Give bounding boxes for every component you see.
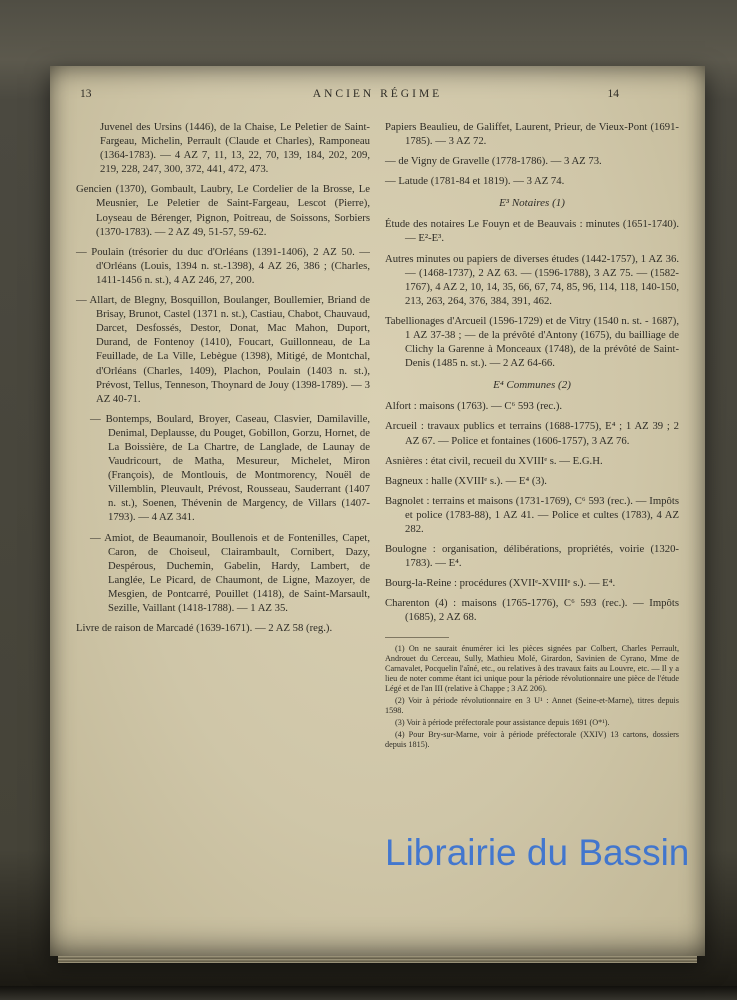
entry: Bagnolet : terrains et maisons (1731-1769), C⁶ 593 (rec.). — Impôts et police (1783-88), 1 AZ 41. — Police et cultes (1783), 4 AZ 282. [385, 494, 679, 535]
entry: Gencien (1370), Gombault, Laubry, Le Cordelier de la Brosse, Le Meusnier, Le Peletier de Saint-Fargeau, Lescot (Pierre), Loyseau de Bérenger, Pignon, Poitreau, de Soissons, Sorbiers (1370-1783). — 2 AZ 49, 51-57, 59-62. [76, 183, 370, 238]
entry: — Poulain (trésorier du duc d'Orléans (1391-1406), 2 AZ 50. — d'Orléans (Louis, 1394 n. st.-1398), 4 AZ 26, 386 ; (Charles, 1411-1456 n. st.), 4 AZ 246, 27, 200. [76, 245, 370, 286]
left-column [76, 120, 370, 752]
entry: Papiers Beaulieu, de Galiffet, Laurent, Prieur, de Vieux-Pont (1691-1785). — 3 AZ 72. [385, 121, 679, 148]
entry: Autres minutes ou papiers de diverses études (1442-1757), 1 AZ 36. — (1468-1737), 2 AZ 63. — (1596-1788), 3 AZ 75. — (1582-1767), 4 AZ 2, 10, 14, 35, 66, 67, 74, 85, 96, 114, 118, 140-150, 213, 263, 264, 376, 384, 391, 462. [385, 252, 679, 307]
entry: Étude des notaires Le Fouyn et de Beauvais : minutes (1651-1740). — E²-E³. [385, 218, 679, 245]
page-title: ANCIEN RÉGIME [312, 88, 443, 100]
entry: — Latude (1781-84 et 1819). — 3 AZ 74. [385, 175, 565, 188]
section-heading-notaires: E³ Notaires (1) [499, 197, 565, 210]
entry-continuation: Juvenel des Ursins (1446), de la Chaise, Le Peletier de Saint-Fargeau, Michelin, Perrault (Claude et Charles), Ramponeau (1364-1783). — 4 AZ 7, 11, 13, 22, 70, 139, 184, 202, 209, 219, 228, 247, 300, 372, 441, 472, 473. [100, 121, 370, 176]
text-columns [76, 120, 679, 752]
footnote: (2) Voir à période révolutionnaire en 3 U¹ : Annet (Seine-et-Marne), titres depuis 1598. [385, 696, 679, 716]
page-header [76, 88, 679, 104]
entry: Livre de raison de Marcadé (1639-1671). — 2 AZ 58 (reg.). [76, 622, 333, 635]
right-column [385, 120, 679, 752]
entry: Asnières : état civil, recueil du XVIIIᵉ s. — E.G.H. [385, 454, 603, 467]
entry: Charenton (4) : maisons (1765-1776), C⁶ 593 (rec.). — Impôts (1685), 2 AZ 68. [385, 597, 679, 624]
entry: — de Vigny de Gravelle (1778-1786). — 3 AZ 73. [385, 155, 602, 168]
entry: Arcueil : travaux publics et terrains (1688-1775), E⁴ ; 1 AZ 39 ; 2 AZ 67. — Police et fontaines (1606-1757), 3 AZ 76. [385, 420, 679, 447]
entry: Bagneux : halle (XVIIIᵉ s.). — E⁴ (3). [385, 474, 547, 487]
book-page [50, 66, 705, 956]
book-page-edges [58, 956, 697, 963]
entry: — Allart, de Blegny, Bosquillon, Boulanger, Boullemier, Briand de Brisay, Brunot, Castel (1371 n. st.), Castiau, Chabot, Chauvaud, Darcet, Desfossés, Destor, Donat, Mac Mahon, Duport, Durand, de Fontenoy (1410), Foucart, Guillonneau, de La Feuillade, de La Ville, Lebègue (1398), Mitigé, de Montchal, d'Orléans (Charles, 1409), Plachon, Poulain (1403 n. st.), Prévost, Tellus, Tenneson, Thoynard de Jouy (1398-1789). — 3 AZ 40-71. [76, 294, 370, 405]
entry: Alfort : maisons (1763). — C⁶ 593 (rec.). [385, 400, 563, 413]
footnote: (4) Pour Bry-sur-Marne, voir à période préfectorale (XXIV) 13 cartons, dossiers depuis 1815). [385, 730, 679, 750]
entry: — Bontemps, Boulard, Broyer, Caseau, Clasvier, Damilaville, Denimal, Deplausse, du Pouget, Gobillon, Gorzu, Hornet, de La Boissière, de La Chartre, de Langlade, de Launay de Vaudricourt, de Matha, Mesureur, Michelet, Miron (François), de Montlouis, de Montmorency, Nouël de Villemblin, Pleuvault, Prévost, Rousseau, Sauderrant (1407 n. st.), Soenen, Thévenin de Margency, de Villars (1407-1793). — 4 AZ 341. [90, 412, 370, 524]
watermark: Librairie du Bassin [385, 832, 690, 873]
page-number-left: 13 [80, 88, 92, 100]
footnote: (3) Voir à période préfectorale pour assistance depuis 1691 (O*¹). [395, 718, 610, 728]
entry: Boulogne : organisation, délibérations, propriétés, voirie (1320-1783). — E⁴. [385, 543, 679, 570]
entry: Tabellionages d'Arcueil (1596-1729) et de Vitry (1540 n. st. - 1687), 1 AZ 37-38 ; — de la prévôté d'Antony (1675), du bailliage de Clichy la Garenne à Monceaux (1748), de la prévôté de Saint-Denis (1485 n. st.). — 2 AZ 64-66. [385, 314, 679, 370]
entry: — Amiot, de Beaumanoir, Boullenois et de Fontenilles, Capet, Caron, de Choiseul, Clairambault, Cornibert, Dazy, Despérous, Duchemin, Gabelin, Hardy, Lambert, de Langlée, Le Picard, de Chaumont, de Ligne, Mazoyer, de Mesgien, de Pontcarré, Pouillet (1418), de Saint-Marsault, Sezille, Vaillant (1418-1788). — 1 AZ 35. [90, 531, 370, 614]
footnote: (1) On ne saurait énumérer ici les pièces signées par Colbert, Charles Perrault, Androuet du Cerceau, Sully, Mathieu Molé, Girardon, Savinien de Cyrano, Mme de Carnavalet, Pocquelin l'aîné, etc., ou relatives à des travaux faits au Louvre, etc. — Il y a lieu de noter comme étant ici unique pour la période révolutionnaire une pièce de l'étude Légé et de l'an III (relative à Chappe ; 3 AZ 206). [385, 643, 679, 693]
footnote-divider [385, 637, 449, 638]
section-heading-communes: E⁴ Communes (2) [493, 379, 571, 392]
page-number-right: 14 [607, 88, 619, 100]
entry: Bourg-la-Reine : procédures (XVIIᵉ-XVIIIᵉ s.). — E⁴. [385, 577, 616, 590]
